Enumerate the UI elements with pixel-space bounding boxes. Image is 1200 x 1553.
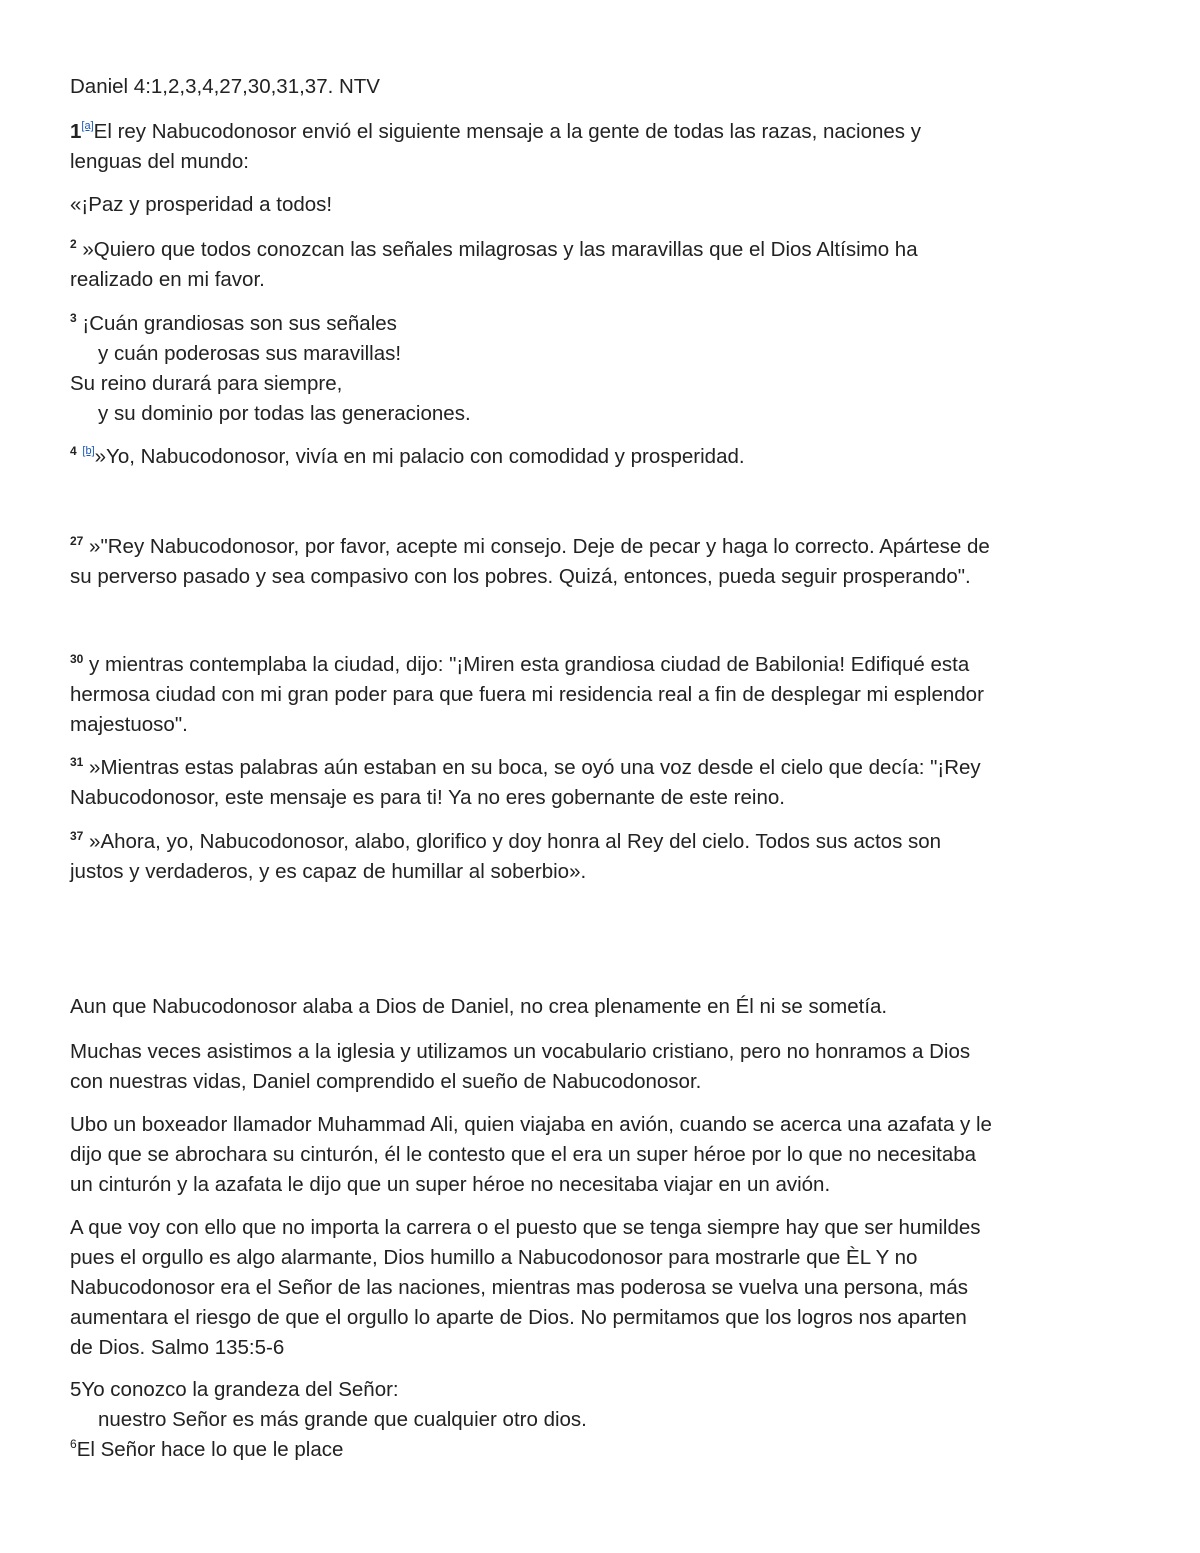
paragraph-line: pues el orgullo es algo alarmante, Dios humillo a Nabucodonosor para mostrarle que ÈL Y no: [70, 1246, 918, 1269]
verse-2: [70, 235, 1140, 295]
commentary-paragraph-1: [70, 992, 1140, 1022]
verse-number: 1: [70, 120, 82, 143]
verse-text: justos y verdaderos, y es capaz de humillar al soberbio».: [70, 860, 587, 883]
verse-3: [70, 309, 1140, 429]
poem-line: El Señor hace lo que le place: [76, 1438, 344, 1461]
verse-text: su perverso pasado y sea compasivo con los pobres. Quizá, entonces, pueda seguir prosperando".: [70, 565, 971, 588]
commentary-paragraph-4: [70, 1213, 1140, 1363]
poem-line: Su reino durará para siempre,: [70, 372, 343, 395]
psalm-passage: [70, 1375, 1140, 1465]
verse-4: [70, 442, 1140, 472]
verse-27: [70, 532, 1140, 592]
poem-line: 5Yo conozco la grandeza del Señor:: [70, 1378, 399, 1401]
footnote-link[interactable]: [b]: [82, 445, 95, 457]
paragraph-line: Aun que Nabucodonosor alaba a Dios de Daniel, no crea plenamente en Él ni se sometía.: [70, 995, 888, 1018]
poem-line: ¡Cuán grandiosas son sus señales: [76, 312, 397, 335]
verse-text: hermosa ciudad con mi gran poder para que fuera mi residencia real a fin de desplegar mi esplendor: [70, 683, 984, 706]
verse-number: 30: [70, 652, 84, 666]
paragraph-line: Nabucodonosor era el Señor de las naciones, mientras mas poderosa se vuelva una persona, más: [70, 1276, 968, 1299]
commentary-paragraph-3: [70, 1110, 1140, 1200]
commentary-paragraph-2: [70, 1037, 1140, 1097]
paragraph-line: dijo que se abrochara su cinturón, él le contesto que el era un super héroe por lo que no necesitaba: [70, 1143, 977, 1166]
passage-heading: Daniel 4:1,2,3,4,27,30,31,37. NTV: [70, 75, 380, 98]
paragraph-line: Muchas veces asistimos a la iglesia y utilizamos un vocabulario cristiano, pero no honramos a Dios: [70, 1040, 971, 1063]
poem-line: nuestro Señor es más grande que cualquier otro dios.: [98, 1408, 587, 1431]
verse-number: 31: [70, 755, 84, 769]
paragraph-line: aumentara el riesgo de que el orgullo lo aparte de Dios. No permitamos que los logros nos aparten: [70, 1306, 967, 1329]
verse-text: realizado en mi favor.: [70, 268, 265, 291]
greeting-line: «¡Paz y prosperidad a todos!: [70, 193, 333, 216]
paragraph-line: con nuestras vidas, Daniel comprendido el sueño de Nabucodonosor.: [70, 1070, 702, 1093]
poem-line: y su dominio por todas las generaciones.: [98, 402, 471, 425]
verse-31: [70, 753, 1140, 813]
verse-text: El rey Nabucodonosor envió el siguiente mensaje a la gente de todas las razas, naciones y: [93, 120, 921, 143]
verse-37: [70, 827, 1140, 887]
verse-number: 4: [70, 444, 77, 458]
verse-text: »Yo, Nabucodonosor, vivía en mi palacio con comodidad y prosperidad.: [94, 445, 745, 468]
verse-number: 37: [70, 829, 84, 843]
verse-number: 2: [70, 237, 77, 251]
paragraph-line: A que voy con ello que no importa la carrera o el puesto que se tenga siempre hay que ser humildes: [70, 1216, 981, 1239]
verse-text: »Ahora, yo, Nabucodonosor, alabo, glorifico y doy honra al Rey del cielo. Todos sus actos son: [83, 830, 942, 853]
verse-text: lenguas del mundo:: [70, 150, 249, 173]
verse-text: majestuoso".: [70, 713, 188, 736]
verse-text: »"Rey Nabucodonosor, por favor, acepte mi consejo. Deje de pecar y haga lo correcto. Apártese de: [83, 535, 990, 558]
verse-number: 3: [70, 311, 77, 325]
poem-line: y cuán poderosas sus maravillas!: [98, 342, 402, 365]
footnote-link[interactable]: [a]: [81, 120, 94, 132]
verse-text: Nabucodonosor, este mensaje es para ti! Ya no eres gobernante de este reino.: [70, 786, 785, 809]
verse-text: »Quiero que todos conozcan las señales milagrosas y las maravillas que el Dios Altísimo ha: [76, 238, 918, 261]
verse-1: [70, 117, 1140, 177]
paragraph-line: un cinturón y la azafata le dijo que un super héroe no necesitaba viajar en un avión.: [70, 1173, 831, 1196]
verse-30: [70, 650, 1140, 740]
paragraph-line: Ubo un boxeador llamador Muhammad Ali, quien viajaba en avión, cuando se acerca una azafata y le: [70, 1113, 992, 1136]
verse-number: 27: [70, 534, 84, 548]
verse-text: »Mientras estas palabras aún estaban en su boca, se oyó una voz desde el cielo que decía: "¡Rey: [83, 756, 981, 779]
paragraph-line: de Dios. Salmo 135:5-6: [70, 1336, 285, 1359]
verse-number: 6: [70, 1437, 77, 1451]
verse-text: y mientras contemplaba la ciudad, dijo: "¡Miren esta grandiosa ciudad de Babilonia! Edifiqué esta: [83, 653, 970, 676]
